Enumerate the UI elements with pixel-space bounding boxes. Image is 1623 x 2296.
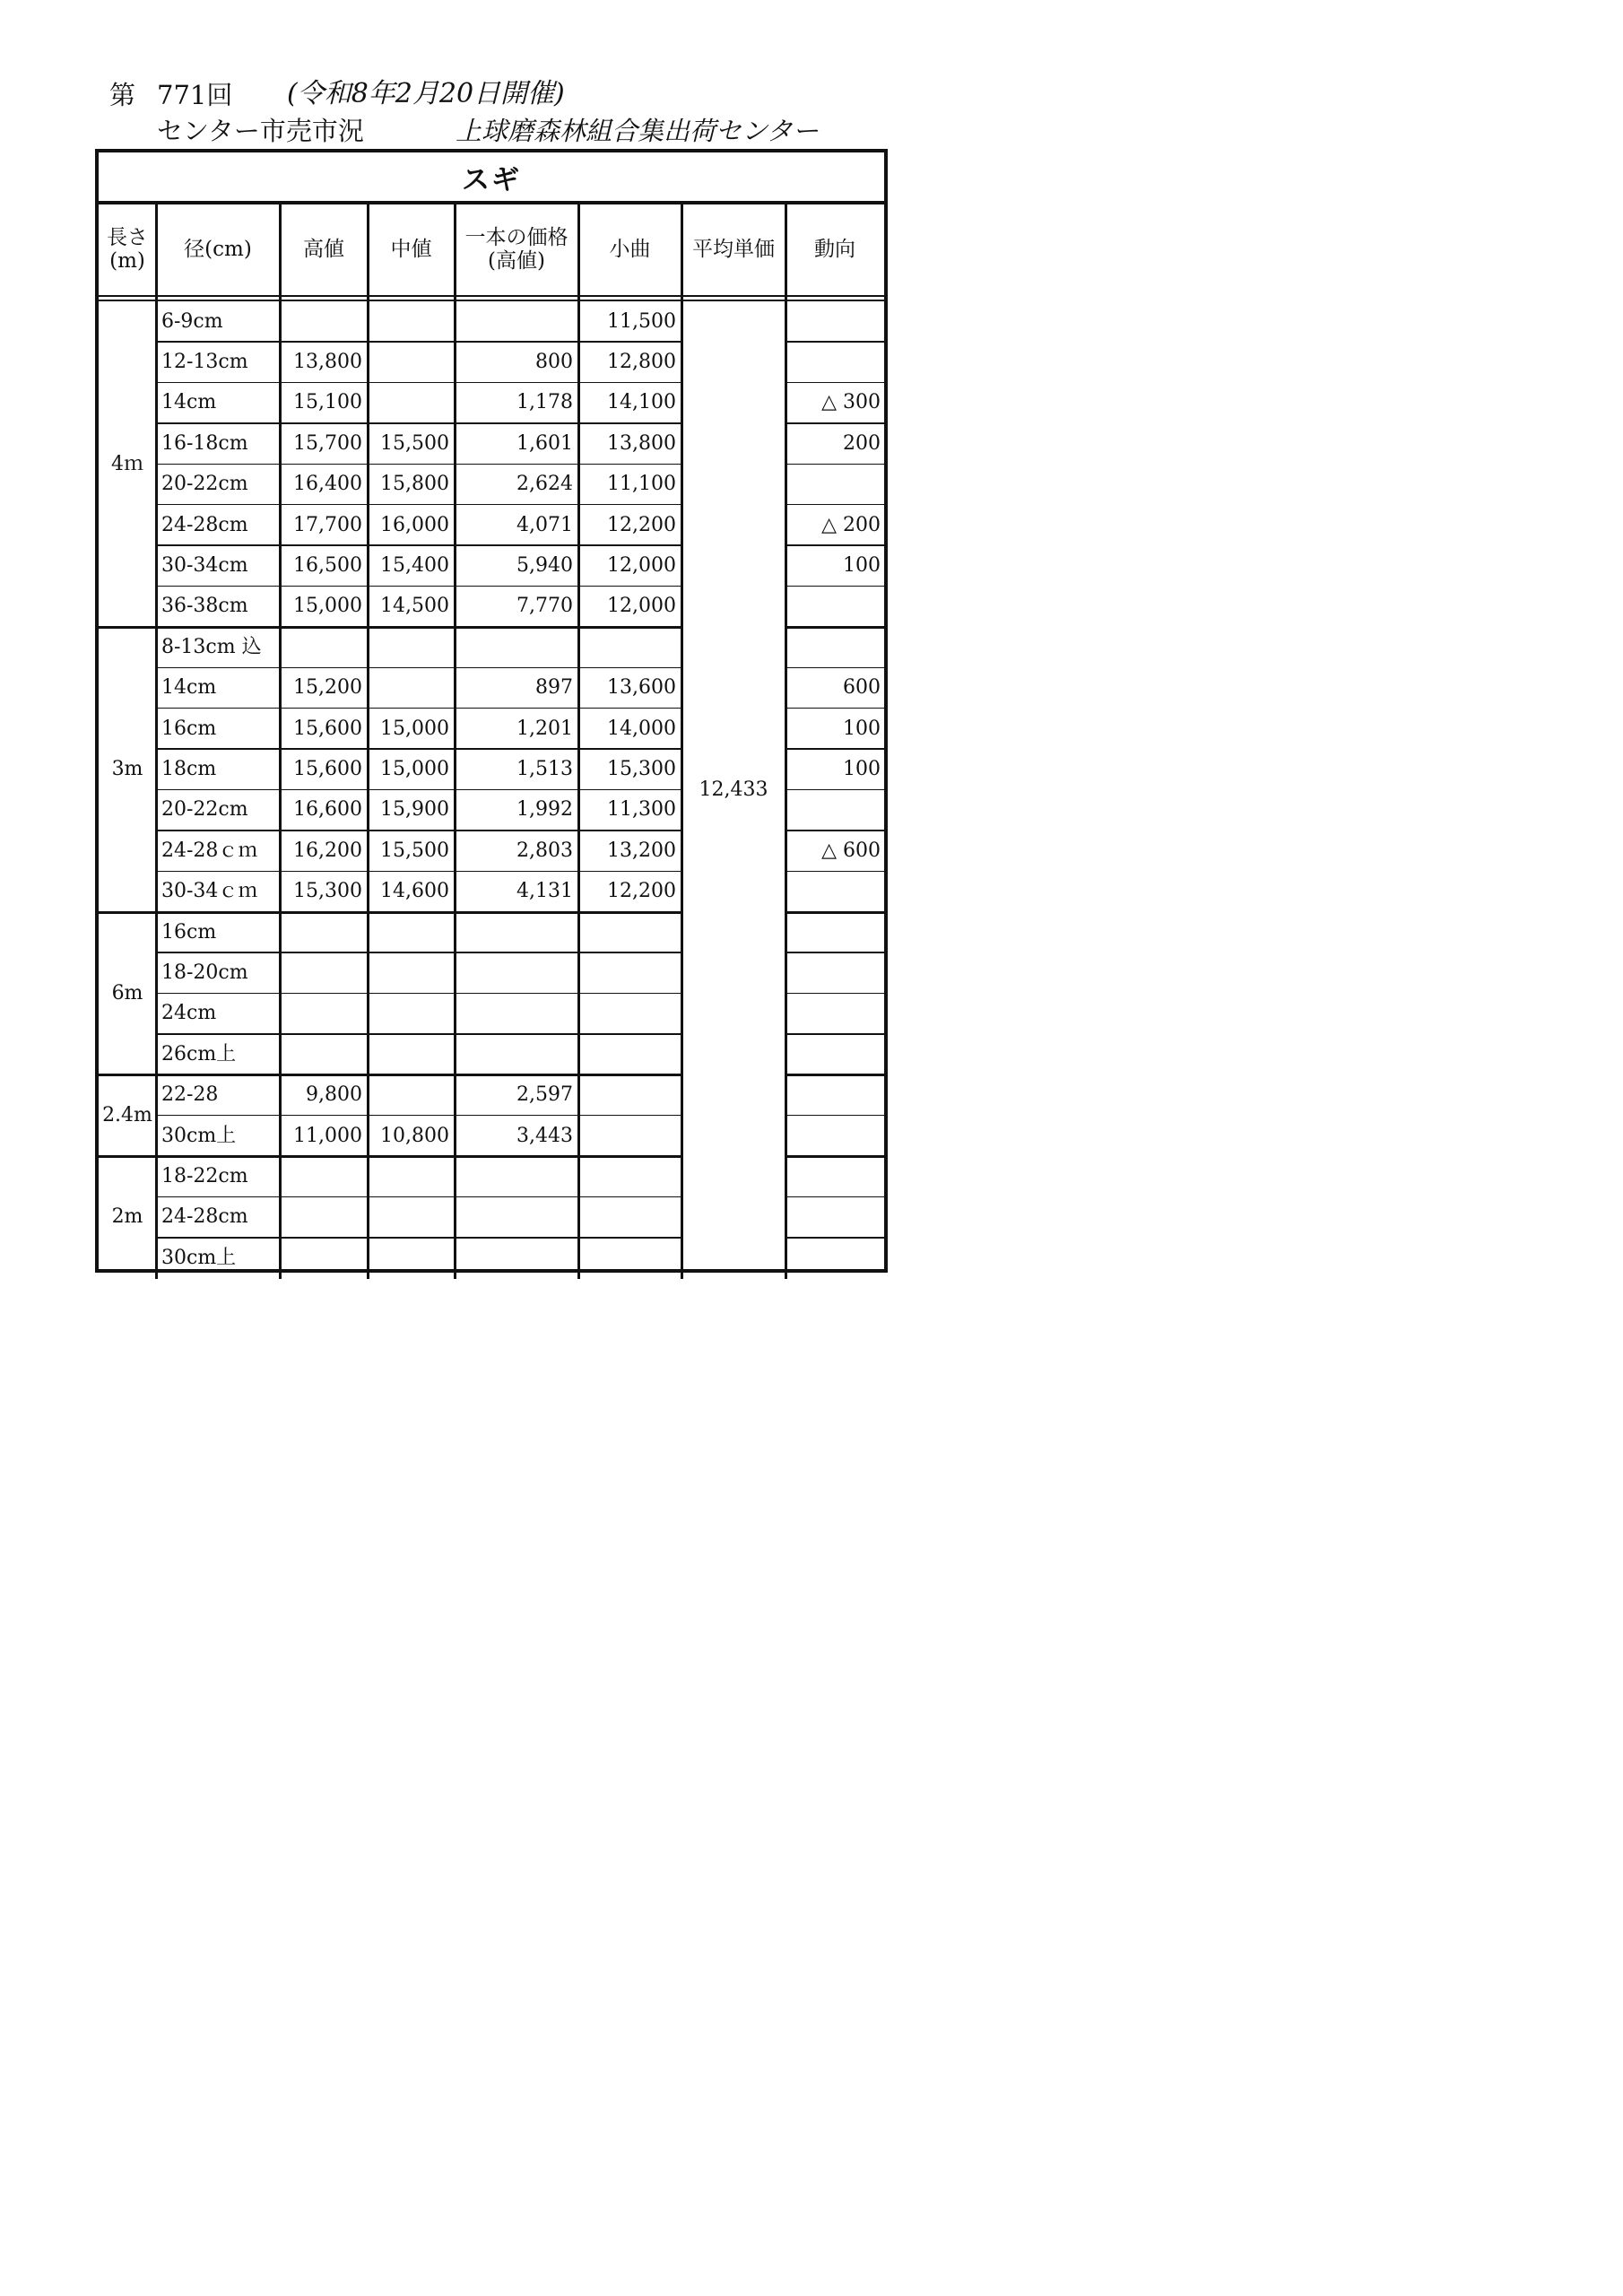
per-log-price-cell (455, 1238, 578, 1278)
trend-cell (785, 1034, 884, 1074)
trend-cell: △ 200 (821, 513, 881, 536)
column-divider (367, 204, 369, 1279)
length-cell: 4ｍ (111, 452, 143, 475)
per-log-price-cell: 5,940 (516, 554, 573, 578)
high-price-cell (280, 1034, 368, 1074)
mid-price-cell: 14,600 (380, 880, 449, 903)
high-price-cell: 15,100 (293, 391, 362, 414)
bent-price-cell (578, 952, 681, 993)
trend-cell (785, 994, 884, 1034)
mid-price-cell (368, 1238, 455, 1278)
trend-cell (785, 342, 884, 382)
trend-cell (785, 872, 884, 912)
diameter-cell: 30-34ｃｍ (161, 880, 258, 903)
high-price-cell (280, 301, 368, 342)
col-header-trend: 動向 (814, 238, 855, 262)
diameter-cell: 14cm (161, 676, 217, 700)
diameter-cell: 20-22cm (161, 798, 248, 822)
high-price-cell (280, 994, 368, 1034)
bent-price-cell (578, 912, 681, 952)
diameter-cell: 24-28cm (161, 513, 248, 536)
per-log-price-cell: 897 (535, 676, 573, 700)
length-cell: 3m (111, 758, 143, 781)
per-log-price-cell (455, 1156, 578, 1196)
price-grid (99, 204, 884, 1269)
trend-cell (785, 1156, 884, 1196)
diameter-cell: 16-18cm (161, 431, 248, 455)
high-price-cell (280, 1197, 368, 1238)
bent-price-cell: 12,200 (607, 513, 676, 536)
column-divider (681, 204, 683, 1279)
trend-cell (785, 465, 884, 505)
high-price-cell (280, 952, 368, 993)
diameter-cell: 24cm (161, 1002, 217, 1025)
column-divider (785, 204, 787, 1279)
bent-price-cell: 12,000 (607, 595, 676, 618)
per-log-price-cell: 1,513 (516, 758, 573, 781)
length-cell: 2m (111, 1205, 143, 1229)
col-header-average-unit-price: 平均単価 (692, 238, 775, 262)
session-label: 第 (109, 80, 136, 110)
length-cell: 2.4m (102, 1103, 152, 1126)
diameter-cell: 24-28ｃｍ (161, 839, 258, 862)
bent-price-cell: 14,000 (607, 717, 676, 740)
per-log-price-cell (455, 994, 578, 1034)
mid-price-cell (368, 301, 455, 342)
diameter-cell: 22-28 (161, 1083, 219, 1107)
bent-price-cell: 11,300 (607, 798, 676, 822)
mid-price-cell: 14,500 (380, 595, 449, 618)
trend-cell (785, 301, 884, 342)
mid-price-cell: 16,000 (380, 513, 449, 536)
length-cell: 6m (111, 981, 143, 1004)
bent-price-cell: 13,800 (607, 431, 676, 455)
bent-price-cell (578, 1116, 681, 1156)
col-header-length: 長さ (m) (107, 226, 148, 273)
diameter-cell: 18cm (161, 758, 217, 781)
col-header-high-price: 高値 (303, 238, 344, 262)
mid-price-cell (368, 383, 455, 423)
per-log-price-cell: 2,624 (516, 473, 573, 496)
per-log-price-cell: 4,131 (516, 880, 573, 903)
trend-cell (785, 587, 884, 627)
trend-cell (785, 1116, 884, 1156)
high-price-cell: 17,700 (293, 513, 362, 536)
bent-price-cell: 13,600 (607, 676, 676, 700)
mid-price-cell: 15,000 (380, 758, 449, 781)
column-divider (454, 204, 456, 1279)
diameter-cell: 36-38cm (161, 595, 248, 618)
bent-price-cell (578, 1075, 681, 1116)
mid-price-cell (368, 1156, 455, 1196)
header-divider (99, 295, 884, 297)
high-price-cell: 15,000 (293, 595, 362, 618)
mid-price-cell: 15,500 (380, 839, 449, 862)
high-price-cell (280, 1238, 368, 1278)
per-log-price-cell: 2,597 (516, 1083, 573, 1107)
column-divider (279, 204, 282, 1279)
bent-price-cell (578, 1156, 681, 1196)
col-header-bent: 小曲 (609, 238, 651, 262)
col-header-diameter: 径(cm) (184, 238, 252, 262)
average-unit-price-cell: 12,433 (699, 778, 768, 801)
bent-price-cell (578, 1034, 681, 1074)
bent-price-cell: 12,000 (607, 554, 676, 578)
high-price-cell (280, 627, 368, 667)
bent-price-cell (578, 994, 681, 1034)
col-header-mid-price: 中値 (390, 238, 432, 262)
session-number: 771回 (157, 80, 233, 110)
trend-cell: 600 (843, 676, 881, 700)
trend-cell: 100 (843, 554, 881, 578)
bent-price-cell (578, 627, 681, 667)
high-price-cell: 15,700 (293, 431, 362, 455)
per-log-price-cell: 4,071 (516, 513, 573, 536)
bent-price-cell: 13,200 (607, 839, 676, 862)
trend-cell (785, 790, 884, 831)
per-log-price-cell: 3,443 (516, 1124, 573, 1147)
mid-price-cell: 15,900 (380, 798, 449, 822)
per-log-price-cell (455, 301, 578, 342)
high-price-cell: 16,200 (293, 839, 362, 862)
trend-cell (785, 1238, 884, 1278)
high-price-cell: 13,800 (293, 351, 362, 374)
column-divider (577, 204, 580, 1279)
mid-price-cell: 10,800 (380, 1124, 449, 1147)
column-divider (155, 204, 158, 1279)
mid-price-cell (368, 912, 455, 952)
high-price-cell: 16,500 (293, 554, 362, 578)
per-log-price-cell (455, 912, 578, 952)
mid-price-cell (368, 952, 455, 993)
diameter-cell: 30-34cm (161, 554, 248, 578)
diameter-cell: 8-13cm 込 (161, 635, 262, 658)
bent-price-cell: 11,100 (607, 473, 676, 496)
per-log-price-cell (455, 627, 578, 667)
mid-price-cell (368, 342, 455, 382)
diameter-cell: 16cm (161, 717, 217, 740)
high-price-cell: 15,600 (293, 717, 362, 740)
per-log-price-cell: 1,178 (516, 391, 573, 414)
session-date: (令和8年2月20日開催) (287, 78, 565, 109)
trend-cell: △ 600 (821, 839, 881, 862)
diameter-cell: 18-22cm (161, 1165, 248, 1188)
diameter-cell: 26cm上 (161, 1042, 237, 1065)
per-log-price-cell: 800 (535, 351, 573, 374)
high-price-cell: 9,800 (306, 1083, 362, 1107)
diameter-cell: 20-22cm (161, 473, 248, 496)
diameter-cell: 14cm (161, 391, 217, 414)
trend-cell: 100 (843, 717, 881, 740)
trend-cell: 100 (843, 758, 881, 781)
col-header-per-log-price: 一本の価格 (高値) (464, 226, 568, 273)
trend-cell: 200 (843, 431, 881, 455)
bent-price-cell: 15,300 (607, 758, 676, 781)
diameter-cell: 30cm上 (161, 1246, 237, 1269)
per-log-price-cell (455, 1034, 578, 1074)
high-price-cell (280, 1156, 368, 1196)
trend-cell: △ 300 (821, 391, 881, 414)
mid-price-cell (368, 994, 455, 1034)
per-log-price-cell: 2,803 (516, 839, 573, 862)
mid-price-cell (368, 1034, 455, 1074)
high-price-cell: 15,300 (293, 880, 362, 903)
mid-price-cell (368, 627, 455, 667)
per-log-price-cell: 1,201 (516, 717, 573, 740)
bent-price-cell: 12,200 (607, 880, 676, 903)
per-log-price-cell: 7,770 (516, 595, 573, 618)
high-price-cell: 11,000 (293, 1124, 362, 1147)
trend-cell (785, 952, 884, 993)
diameter-cell: 18-20cm (161, 961, 248, 985)
mid-price-cell: 15,000 (380, 717, 449, 740)
bent-price-cell: 11,500 (607, 309, 676, 333)
diameter-cell: 24-28cm (161, 1205, 248, 1229)
per-log-price-cell (455, 1197, 578, 1238)
diameter-cell: 12-13cm (161, 351, 248, 374)
high-price-cell (280, 912, 368, 952)
per-log-price-cell (455, 952, 578, 993)
diameter-cell: 16cm (161, 920, 217, 944)
organization-name: 上球磨森林組合集出荷センター (456, 116, 819, 146)
mid-price-cell (368, 1197, 455, 1238)
diameter-cell: 6-9cm (161, 309, 223, 333)
high-price-cell: 15,600 (293, 758, 362, 781)
report-title: センター市売市況 (157, 116, 364, 146)
mid-price-cell: 15,500 (380, 431, 449, 455)
price-table (95, 149, 888, 1273)
bent-price-cell: 14,100 (607, 391, 676, 414)
bent-price-cell: 12,800 (607, 351, 676, 374)
bent-price-cell (578, 1197, 681, 1238)
diameter-cell: 30cm上 (161, 1124, 237, 1147)
per-log-price-cell: 1,601 (516, 431, 573, 455)
per-log-price-cell: 1,992 (516, 798, 573, 822)
bent-price-cell (578, 1238, 681, 1278)
trend-cell (785, 1075, 884, 1116)
mid-price-cell: 15,400 (380, 554, 449, 578)
high-price-cell: 16,400 (293, 473, 362, 496)
trend-cell (785, 1197, 884, 1238)
mid-price-cell (368, 668, 455, 709)
trend-cell (785, 627, 884, 667)
mid-price-cell: 15,800 (380, 473, 449, 496)
high-price-cell: 16,600 (293, 798, 362, 822)
species-title: スギ (99, 152, 884, 204)
mid-price-cell (368, 1075, 455, 1116)
high-price-cell: 15,200 (293, 676, 362, 700)
trend-cell (785, 912, 884, 952)
